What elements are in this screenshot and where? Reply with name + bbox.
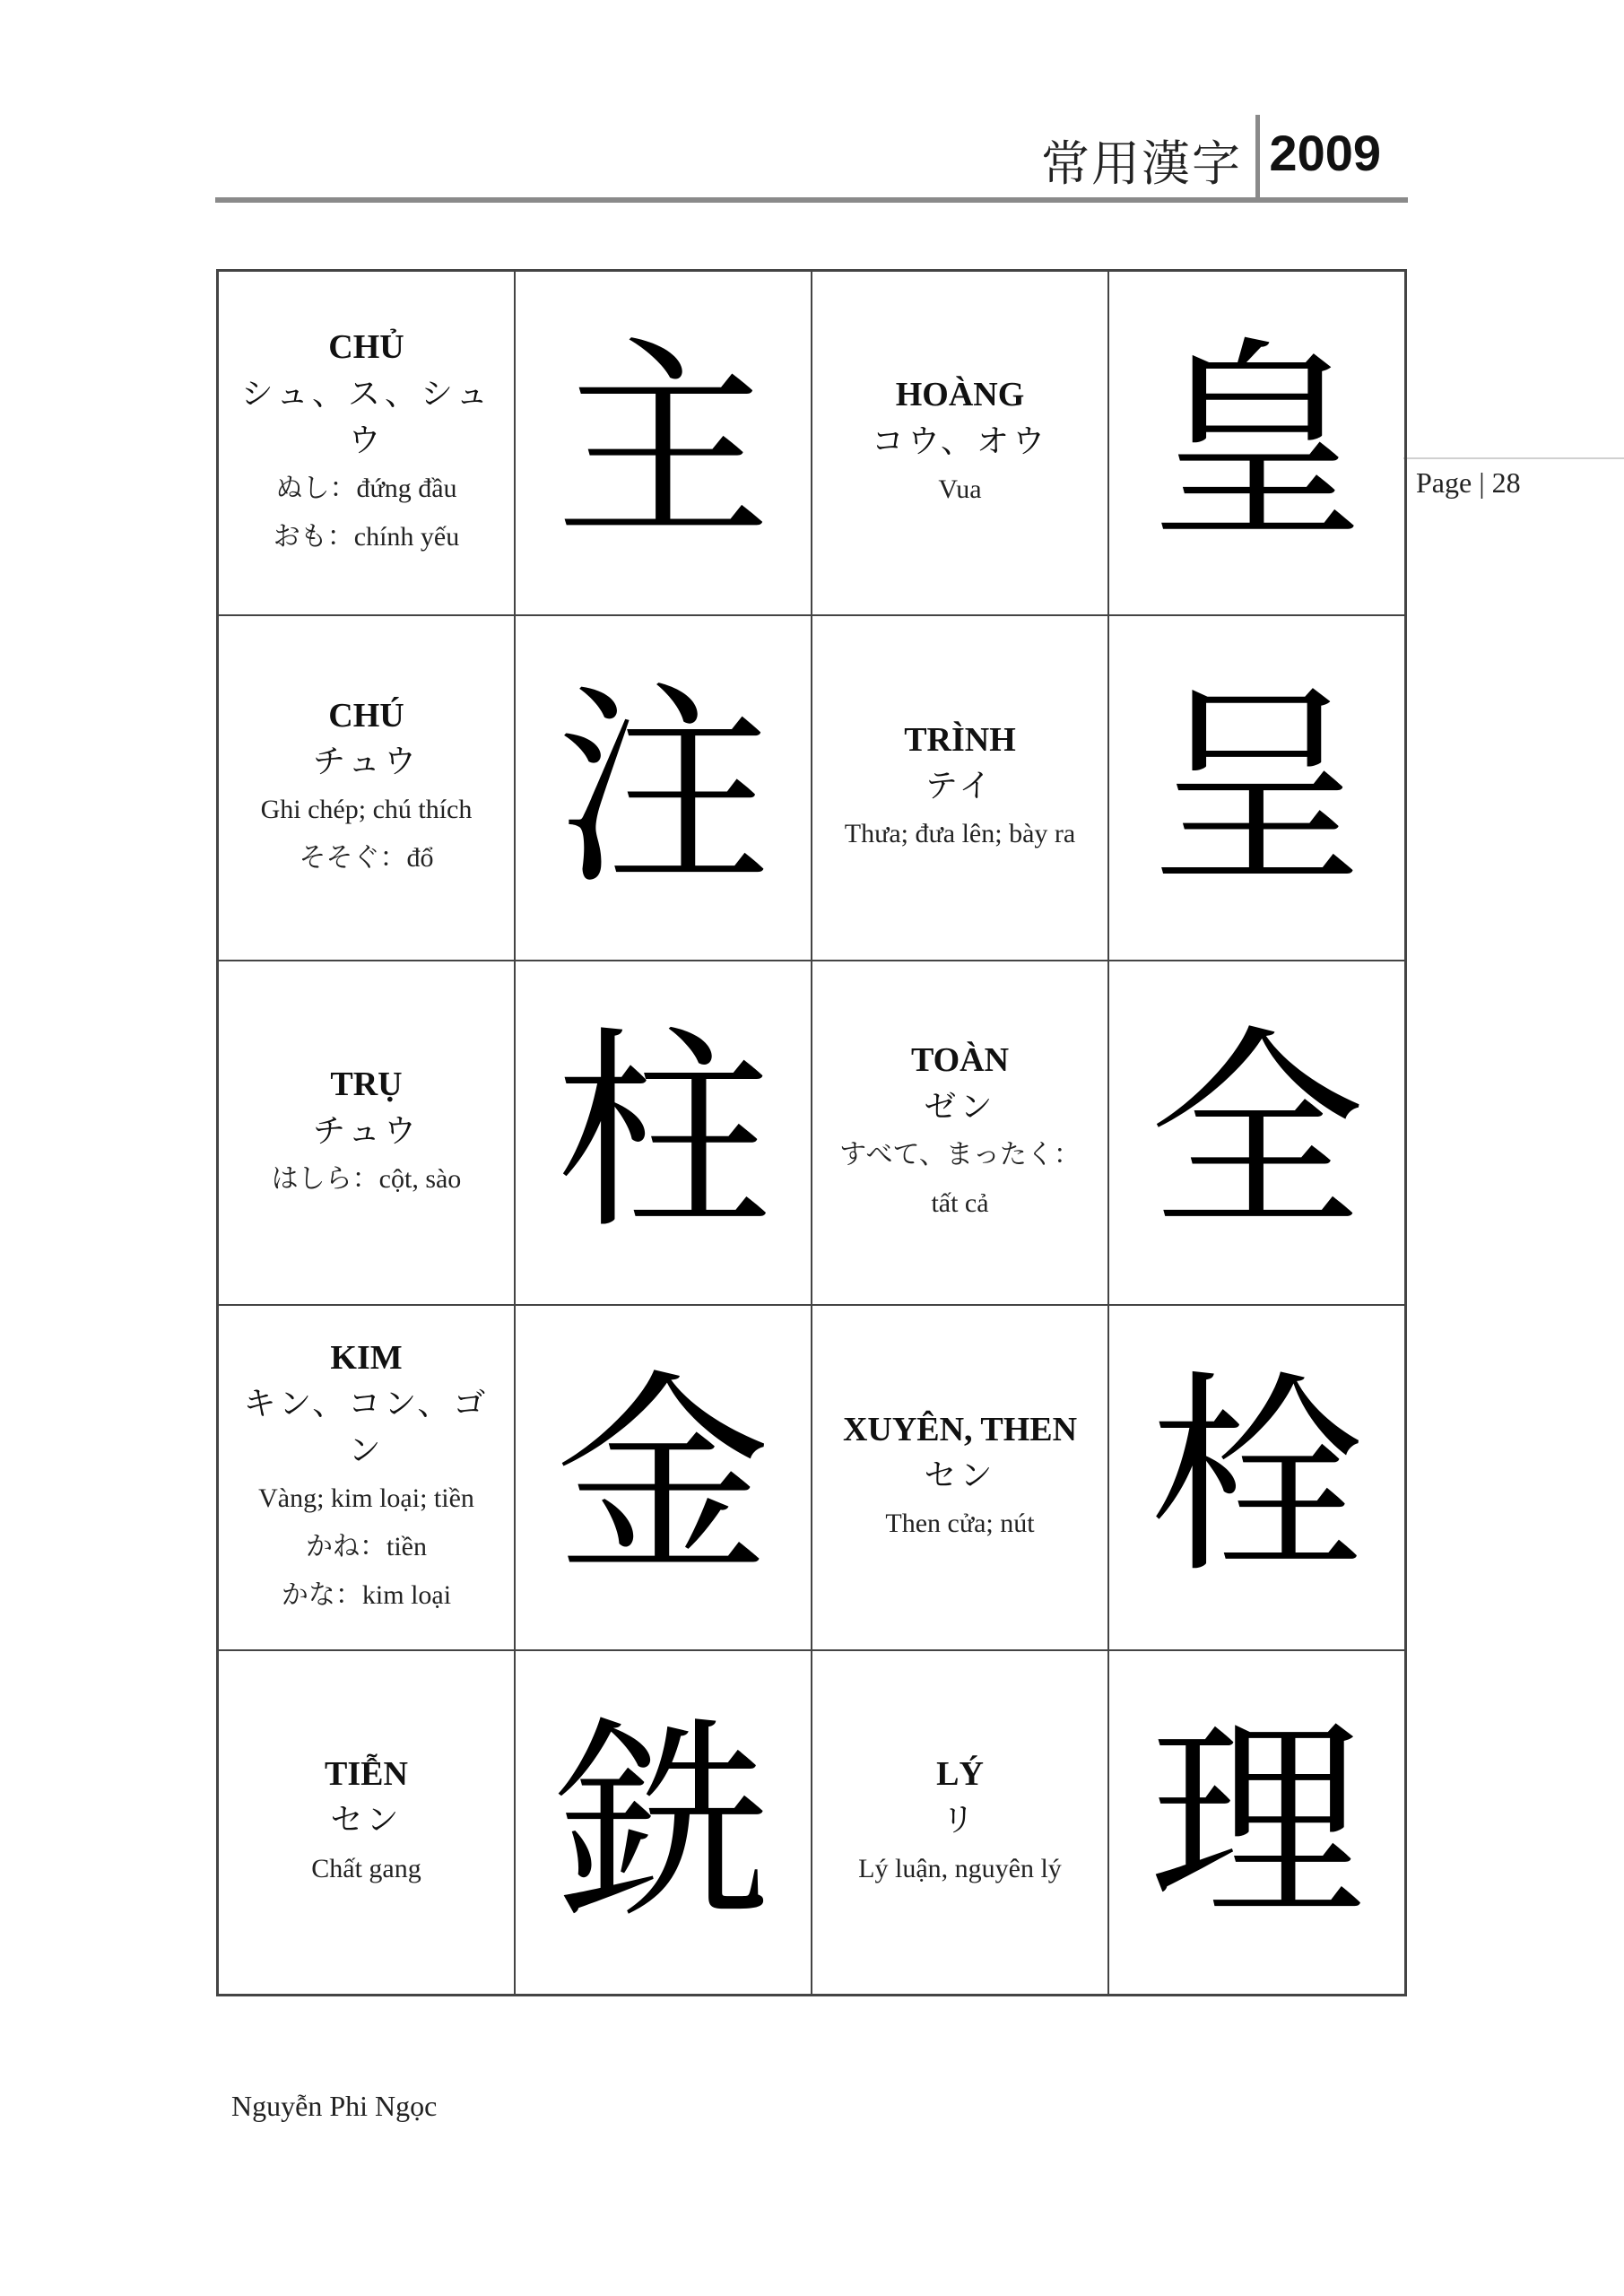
kanji-character: 主 (555, 317, 771, 570)
header-rule (215, 197, 1408, 203)
hanviet-reading: TRỤ (330, 1065, 403, 1104)
on-reading: リ (942, 1802, 978, 1839)
kanji-character: 呈 (1149, 662, 1365, 914)
on-reading: チュウ (313, 744, 420, 781)
page-header (215, 108, 1408, 202)
footer-author: Nguyễn Phi Ngọc (231, 2090, 438, 2122)
kanji-character: 皇 (1149, 317, 1365, 570)
kanji-cell (515, 1305, 812, 1649)
hanviet-reading: TOÀN (910, 1041, 1010, 1080)
info-cell-tien (218, 1650, 515, 1995)
info-cell-hoang (812, 271, 1108, 615)
hanviet-reading: HOÀNG (895, 376, 1025, 414)
info-cell-toan (812, 961, 1108, 1305)
kanji-cell (515, 271, 812, 615)
on-reading: セン (330, 1802, 403, 1839)
kanji-character: 柱 (555, 1006, 771, 1258)
kanji-character: 金 (555, 1352, 771, 1604)
info-cell-tru (218, 961, 515, 1305)
kanji-cell (1108, 1650, 1405, 1995)
hanviet-reading: CHỦ (328, 328, 404, 367)
hanviet-reading: TRÌNH (904, 720, 1016, 759)
kanji-character: 理 (1149, 1696, 1365, 1948)
kanji-character: 注 (555, 662, 771, 914)
hanviet-reading: CHÚ (328, 696, 404, 735)
on-reading: コウ、オウ (871, 422, 1049, 460)
kanji-card-grid (216, 269, 1407, 1996)
meaning-line: おも：chính yếu (273, 522, 460, 552)
meaning-line: Vàng; kim loại; tiền (258, 1483, 474, 1514)
kanji-cell (1108, 271, 1405, 615)
kanji-cell (1108, 961, 1405, 1305)
kanji-cell (1108, 615, 1405, 960)
kanji-character: 銑 (555, 1696, 771, 1948)
meaning-line: Then cửa; nút (885, 1509, 1035, 1539)
kanji-cell (515, 961, 812, 1305)
hanviet-reading: XUYÊN, THEN (842, 1410, 1078, 1448)
meaning-line: Vua (938, 474, 982, 504)
info-cell-chu2 (218, 615, 515, 960)
on-reading: チュウ (313, 1112, 420, 1150)
info-cell-trinh (812, 615, 1108, 960)
kanji-character: 栓 (1149, 1352, 1365, 1604)
on-reading: シュ、ス、シュウ (240, 375, 492, 459)
kanji-cell (1108, 1305, 1405, 1649)
meaning-line: Ghi chép; chú thích (260, 795, 473, 825)
meaning-line: はしら：cột, sào (271, 1163, 462, 1194)
info-cell-ly (812, 1650, 1108, 1995)
kanji-character: 全 (1149, 1006, 1365, 1258)
page-tab-rule (1403, 457, 1624, 459)
meaning-line: Thưa; đưa lên; bày ra (844, 819, 1076, 849)
on-reading: ゼン (924, 1088, 996, 1126)
page-number-tab (1403, 456, 1624, 506)
meaning-line: Lý luận, nguyên lý (858, 1853, 1062, 1883)
hanviet-reading: TIỄN (325, 1755, 408, 1794)
meaning-line: そそぐ：đổ (299, 843, 434, 874)
hanviet-reading: LÝ (936, 1755, 984, 1794)
info-cell-xuyen (812, 1305, 1108, 1649)
info-cell-kim (218, 1305, 515, 1649)
on-reading: テイ (925, 768, 995, 805)
meaning-line: ぬし：đứng đầu (275, 474, 457, 504)
header-divider (1255, 115, 1260, 197)
on-reading: セン (924, 1457, 996, 1494)
meaning-line: Chất gang (311, 1853, 421, 1883)
hanviet-reading: KIM (330, 1338, 403, 1377)
meaning-line: すべて、まったく：tất cả (839, 1139, 1081, 1218)
meaning-line: かね：tiền (306, 1532, 427, 1562)
header-title: 常用漢字 (1041, 135, 1242, 192)
on-reading: キン、コン、ゴン (243, 1385, 490, 1470)
page-number: Page | 28 (1416, 466, 1521, 499)
info-cell-chu (218, 271, 515, 615)
kanji-cell (515, 615, 812, 960)
header-year: 2009 (1269, 125, 1381, 181)
meaning-line: かな：kim loại (281, 1580, 452, 1611)
kanji-cell (515, 1650, 812, 1995)
